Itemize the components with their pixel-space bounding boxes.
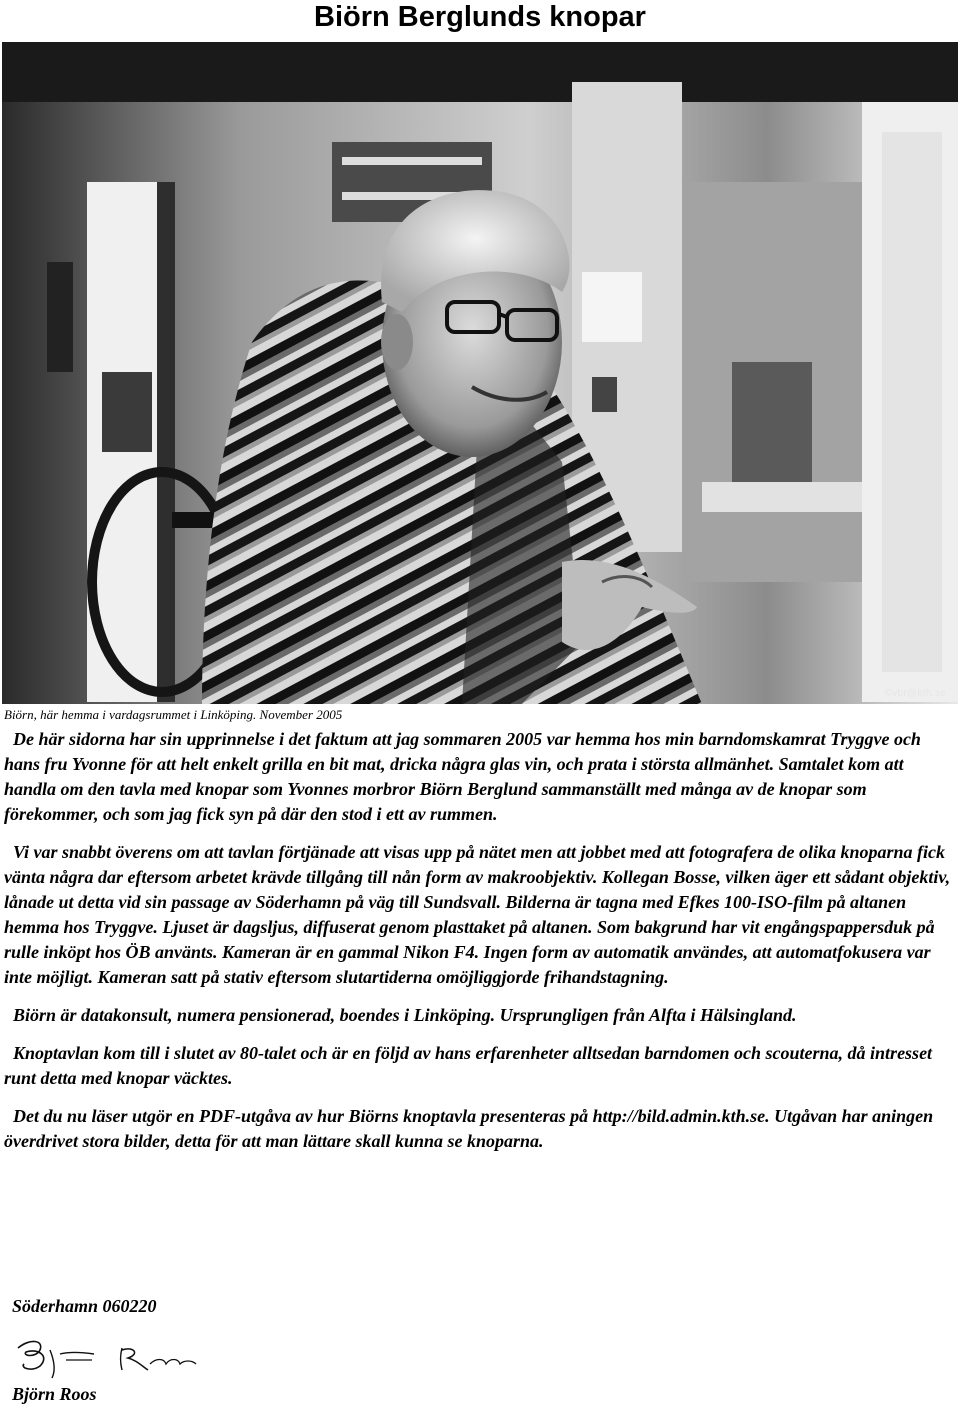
article-body — [4, 727, 954, 1154]
article-paragraph: Biörn är datakonsult, numera pensionerad, boendes i Linköping. Ursprungligen från Alfta i Hälsingland. — [13, 1005, 797, 1025]
portrait-photo — [2, 42, 958, 704]
photo-watermark: ©vbr@kth.se — [884, 688, 946, 699]
place-and-date: Söderhamn 060220 — [12, 1296, 157, 1316]
author-name: Björn Roos — [12, 1384, 97, 1404]
portrait-photo-illustration — [2, 42, 958, 704]
handwritten-signature — [10, 1330, 200, 1380]
article-paragraph: Vi var snabbt överens om att tavlan förtjänade att visas upp på nätet men att jobbet med att fotografera de olika knoparna fick vänta några dar eftersom arbetet krävde tillgång till nån form av makroobjektiv. Kollegan Bosse, vilken äger ett sådant objektiv, lånade ut detta vid sin passage av Söderhamn på väg till Sundsvall. Bilderna är tagna med Efkes 100-ISO-film på altanen hemma hos Tryggve. Ljuset är dagsljus, diffuserat genom plasttaket på altanen. Som bakgrund har vit engångspappersduk på rulle inköpt hos ÖB använts. Kameran är en gammal Nikon F4. Ingen form av automatik användes, att automatfokusera var inte möjligt. Kameran satt på stativ eftersom slutartiderna omöjliggjorde frihandstagning. — [4, 842, 951, 987]
article-paragraph: De här sidorna har sin upprinnelse i det faktum att jag sommaren 2005 var hemma hos min barndomskamrat Tryggve och hans fru Yvonne för att helt enkelt grilla en bit mat, dricka några glas vin, och prata i största allmänhet. Samtalet kom att handla om den tavla med knopar som Yvonnes morbror Biörn Berglund sammanställt med många av de knopar som förekommer, och som jag fick syn på där den stod i ett av rummen. — [4, 729, 921, 824]
page-title: Biörn Berglunds knopar — [314, 1, 646, 33]
article-paragraph: Knoptavlan kom till i slutet av 80-talet och är en följd av hans erfarenheter alltsedan barndomen och scouterna, då intresset runt detta med knopar väcktes. — [4, 1043, 933, 1088]
article-paragraph: Det du nu läser utgör en PDF-utgåva av hur Biörns knoptavla presenteras på http://bild.admin.kth.se. Utgåvan har aningen överdrivet stora bilder, detta för att man lättare skall kunna se knoparna. — [4, 1106, 934, 1151]
photo-caption: Biörn, här hemma i vardagsrummet i Linköping. November 2005 — [4, 707, 343, 722]
